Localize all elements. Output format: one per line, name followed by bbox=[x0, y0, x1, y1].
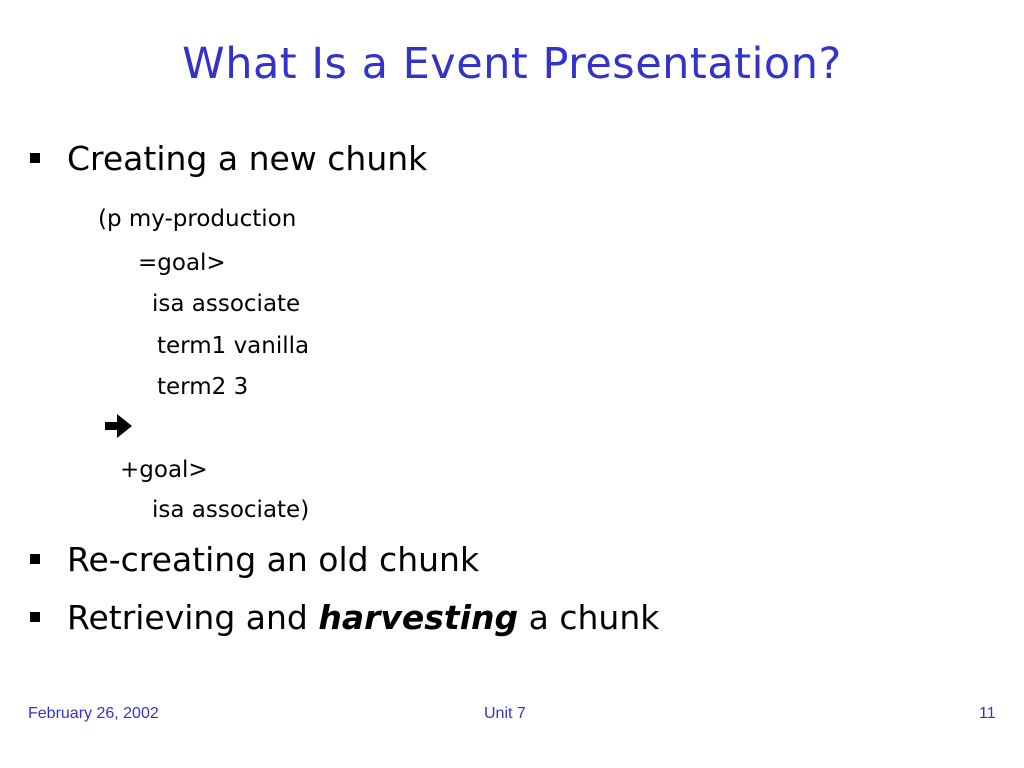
code-line-isa-close: isa associate) bbox=[152, 497, 310, 523]
emphasis-harvesting: harvesting bbox=[318, 598, 519, 637]
code-line-production: (p my-production bbox=[98, 206, 297, 232]
bullet-square-icon bbox=[30, 612, 40, 622]
code-line-term1: term1 vanilla bbox=[157, 333, 310, 359]
footer-page-number: 11 bbox=[979, 705, 996, 722]
bullet-text bbox=[67, 597, 659, 639]
slide-title: What Is a Event Presentation? bbox=[182, 39, 842, 89]
bullet-square-icon bbox=[30, 554, 40, 564]
footer-date: February 26, 2002 bbox=[28, 705, 159, 722]
code-line-plus-goal: +goal> bbox=[120, 457, 208, 483]
code-line-isa: isa associate bbox=[152, 291, 301, 317]
bullet-text-prefix: Retrieving and bbox=[67, 598, 319, 637]
bullet-text-suffix: a chunk bbox=[518, 598, 660, 637]
code-line-term2: term2 3 bbox=[157, 374, 249, 400]
code-line-goal: =goal> bbox=[138, 250, 226, 276]
bullet-text: Re-creating an old chunk bbox=[67, 540, 480, 579]
bullet-square-icon bbox=[30, 153, 40, 163]
footer-unit: Unit 7 bbox=[484, 705, 526, 722]
bullet-text: Creating a new chunk bbox=[67, 139, 428, 178]
right-arrow-icon bbox=[104, 412, 134, 440]
